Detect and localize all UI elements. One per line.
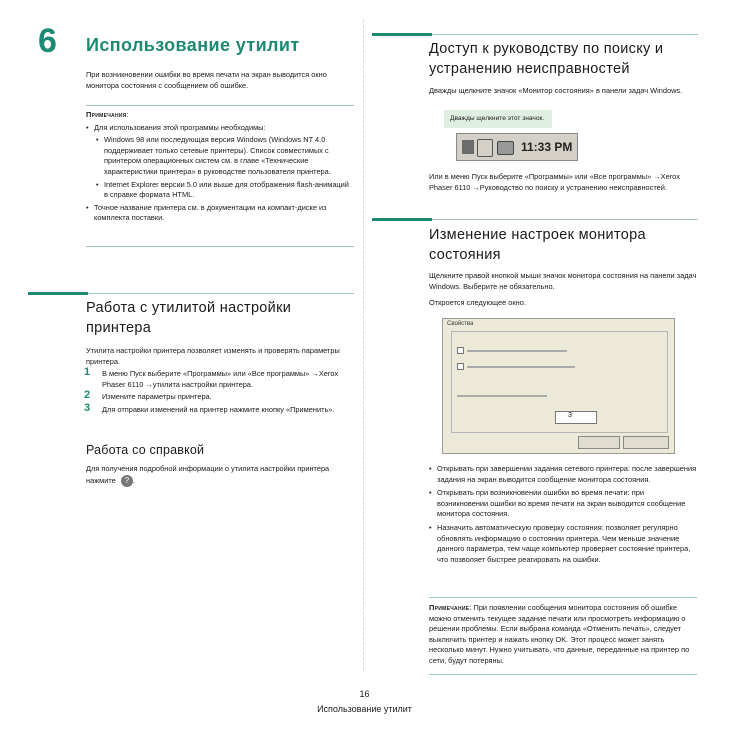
page-number: 16 — [359, 689, 370, 699]
note2-text: : При появлении сообщения монитора состояния об ошибке можно отменить текущее задание печати или просмотреть информацию о решении проблемы. Если выбрана команда «Отменить печать», следует выключить принтер и нажать кнопку OK. Этот процесс может занять несколько минут. Нужно учитывать, что данные, переданные на принтер по сети, будут потеряны. — [429, 603, 690, 665]
ok-button[interactable] — [578, 436, 620, 449]
help-heading: Работа со справкой — [86, 443, 205, 457]
option-line — [467, 350, 567, 352]
note-label: Примечания — [86, 110, 127, 119]
step-number: 3 — [84, 401, 91, 414]
properties-dialog — [442, 318, 675, 454]
footer-title: Использование утилит — [317, 704, 412, 714]
chapter-title: Использование утилит — [86, 35, 300, 55]
chapter-intro: При возникновении ошибки во время печати на экран выводится окно монитора состояния с сообщением об ошибке. — [86, 70, 327, 90]
divider — [88, 293, 354, 294]
step-item — [84, 389, 354, 403]
interval-value: 3 — [568, 412, 572, 419]
section-bar — [372, 33, 432, 36]
step-number: 1 — [84, 366, 91, 378]
step-item — [84, 366, 354, 390]
bullet-item: • Открывать при завершении задания сетевого принтера: после завершения задания на экран выводится сообщение монитора состояния. — [429, 464, 697, 485]
section-bar — [28, 292, 88, 295]
step-text: В меню Пуск выберите «Программы» или «Все программы» →Xerox Phaser 6110 →утилита настройки принтера. — [102, 369, 339, 389]
column-separator — [363, 20, 364, 670]
checkbox-error[interactable] — [457, 363, 464, 370]
note-item: • Для использования этой программы необходимы: — [86, 123, 354, 134]
note-colon: : — [126, 110, 129, 119]
note-block — [86, 110, 354, 224]
printer-settings-heading: Работа с утилитой настройки принтера — [86, 300, 292, 336]
divider — [432, 34, 698, 35]
option-line — [457, 395, 547, 397]
monitor-settings-heading: Изменение настроек монитора состояния — [429, 227, 646, 263]
tray-icon[interactable] — [462, 140, 474, 154]
note-subitem: • Windows 98 или последующая версия Windows (Windows NT 4.0 поддерживает только сетевые принтеры). Список совместимых с принтером операционных систем см. в главе «Технические характеристики принтера» в руководстве пользователя принтера. — [96, 135, 354, 177]
interval-spinner[interactable] — [555, 411, 597, 424]
troubleshoot-heading: Доступ к руководству по поиску и устранению неисправностей — [429, 41, 664, 77]
checkbox-job-complete[interactable] — [457, 347, 464, 354]
divider — [86, 246, 354, 247]
section-bar — [372, 218, 432, 221]
troubleshoot-text2: Или в меню Пуск выберите «Программы» или «Все программы» →Xerox Phaser 6110 →Руководство по поиску и устранению неисправностей. — [429, 172, 680, 192]
tooltip: Дважды щелкните этот значок. — [444, 110, 552, 128]
monitor-settings-text2: Откроется следующее окно. — [429, 298, 526, 307]
help-icon[interactable]: ? — [121, 475, 133, 487]
divider — [432, 219, 698, 220]
monitor-bullets — [429, 464, 697, 565]
help-body: Для получения подробной информации о утилита настройки принтера нажмите — [86, 464, 330, 485]
chapter-number: 6 — [38, 22, 57, 60]
monitor-settings-text1: Щелкните правой кнопкой мыши значок монитора состояния на панели задач Windows. Выберите не обязательно. — [429, 271, 697, 291]
tray-clock: 11:33 PM — [521, 140, 573, 154]
status-monitor-icon[interactable] — [497, 141, 514, 155]
help-text — [86, 464, 336, 487]
troubleshoot-text1: Дважды щелкните значок «Монитор состояния» в панели задач Windows. — [429, 86, 683, 95]
network-icon[interactable] — [477, 139, 493, 157]
note-subitem: • Internet Explorer версии 5.0 или выше для отображения flash-анимаций в справке формата HTML. — [96, 180, 354, 201]
bullet-item: • Открывать при возникновении ошибки во время печати: при возникновении ошибки во время печати на экран выводится сообщение монитора состояния. — [429, 488, 697, 520]
divider — [429, 597, 697, 598]
step-number: 2 — [84, 389, 91, 402]
note2-label: Примечание — [429, 603, 470, 612]
divider — [429, 674, 697, 675]
bullet-item: • Назначить автоматическую проверку состояния: позволяет регулярно обновлять информацию о состоянии принтера. Чем меньше значение данного параметра, тем чаще компьютер проверяет состояние принтера, что позволяет быстрее реагировать на ошибки. — [429, 523, 697, 565]
steps-list — [84, 366, 354, 417]
cancel-button[interactable] — [623, 436, 669, 449]
step-text: Для отправки изменений на принтер нажмите кнопку «Применить». — [102, 404, 335, 414]
printer-settings-intro: Утилита настройки принтера позволяет изменять и проверять параметры принтера. — [86, 346, 340, 366]
step-item — [84, 401, 354, 416]
note-item: • Точное название принтера см. в документации на компакт-диске из комплекта поставки. — [86, 203, 354, 224]
help-trailing: . — [132, 475, 135, 485]
taskbar-tray — [456, 133, 578, 161]
divider — [86, 105, 354, 106]
step-text: Измените параметры принтера. — [102, 392, 212, 402]
note2-block — [429, 603, 697, 667]
dialog-title: Свойства — [447, 321, 474, 327]
option-line — [467, 366, 575, 368]
